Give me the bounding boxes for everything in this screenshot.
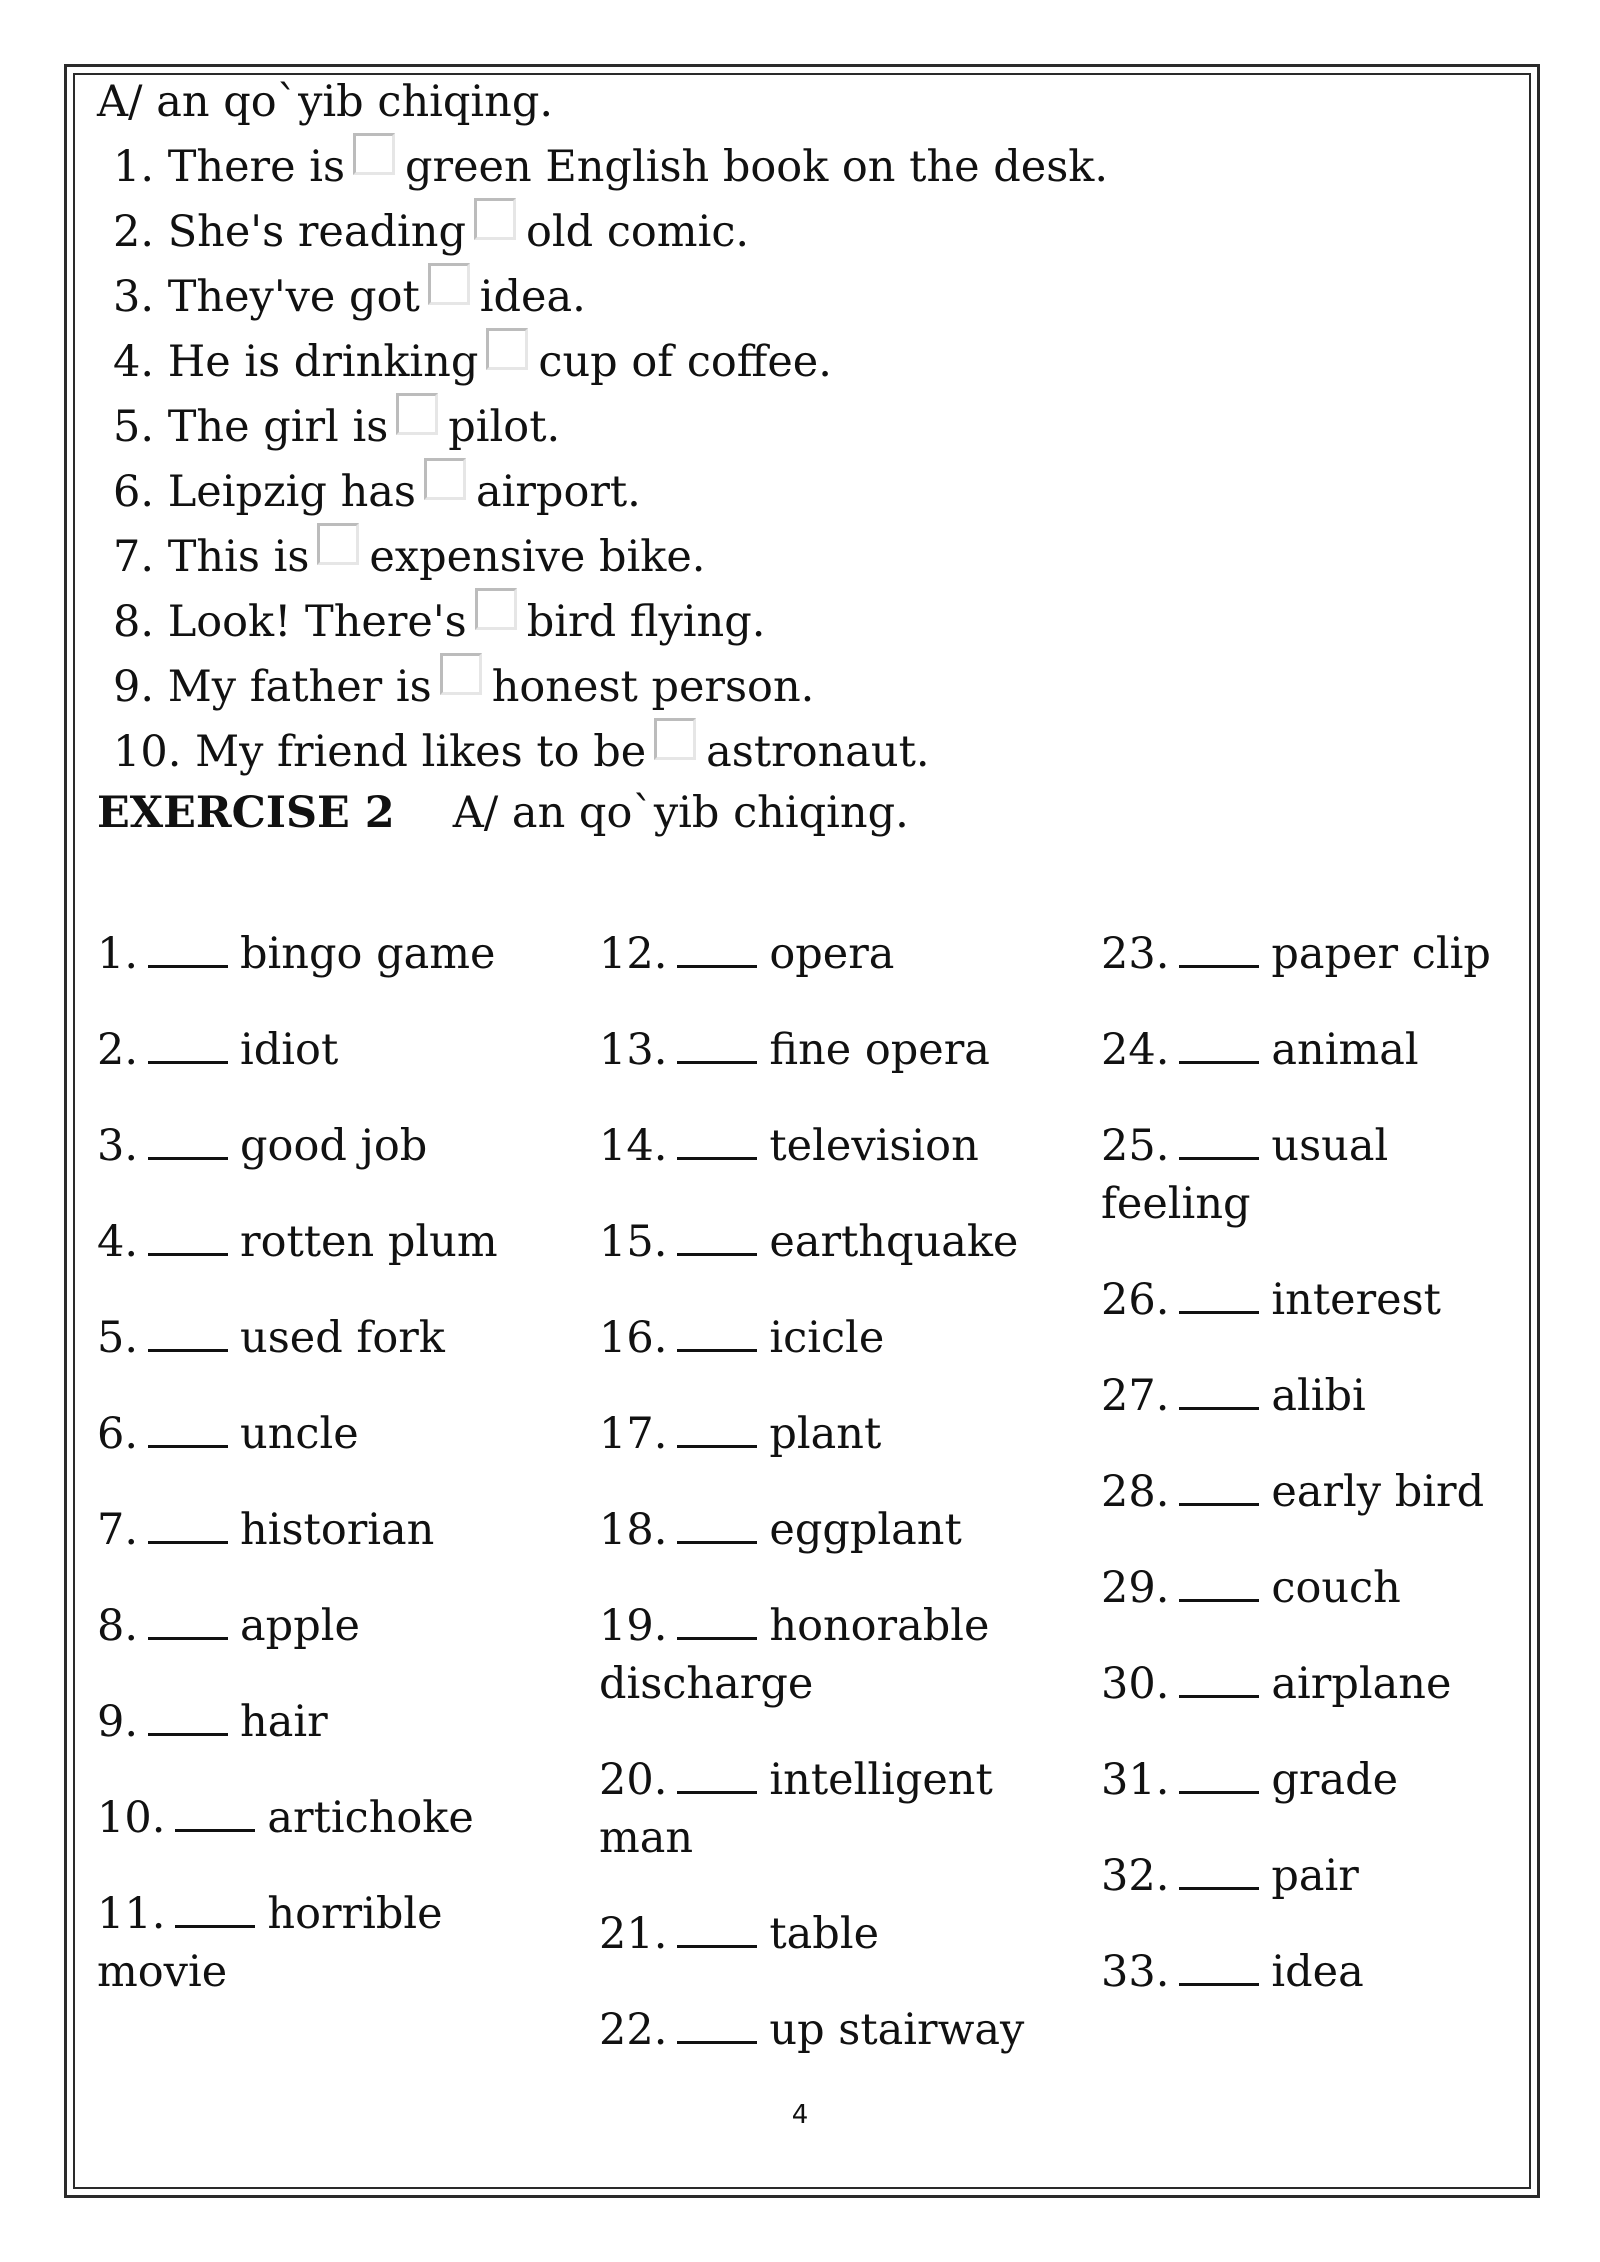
answer-box[interactable] <box>440 653 482 695</box>
item-number: 23. <box>1101 929 1170 979</box>
item-number: 25. <box>1101 1121 1170 1171</box>
answer-blank[interactable] <box>677 2041 757 2044</box>
answer-blank[interactable] <box>148 1157 228 1160</box>
item-number: 30. <box>1101 1659 1170 1709</box>
answer-blank[interactable] <box>677 1637 757 1640</box>
exercise-1-item <box>113 393 1477 458</box>
item-number: 24. <box>1101 1025 1170 1075</box>
item-text-continued: discharge <box>599 1659 814 1709</box>
exercise-1-item <box>113 523 1477 588</box>
item-text: interest <box>1271 1275 1441 1325</box>
item-number: 22. <box>599 2005 668 2055</box>
answer-blank[interactable] <box>148 1445 228 1448</box>
exercise-2-column-3 <box>1101 925 1501 2039</box>
item-text-after: bird flying. <box>526 597 766 647</box>
item-text: intelligent <box>769 1755 993 1805</box>
answer-box[interactable] <box>317 523 359 565</box>
item-text: opera <box>769 929 895 979</box>
item-text: good job <box>240 1121 428 1171</box>
exercise-2-item <box>1101 1655 1501 1713</box>
item-number: 3. <box>113 272 155 322</box>
exercise-2-item <box>97 1021 577 1079</box>
answer-blank[interactable] <box>1179 1983 1259 1986</box>
answer-blank[interactable] <box>1179 1311 1259 1314</box>
item-text-after: idea. <box>479 272 586 322</box>
item-number: 7. <box>113 532 155 582</box>
item-text-before: Leipzig has <box>167 467 416 517</box>
exercise-2-item <box>97 1501 577 1559</box>
answer-blank[interactable] <box>148 965 228 968</box>
exercise-1-item <box>113 588 1477 653</box>
answer-blank[interactable] <box>677 1061 757 1064</box>
item-text-before: Look! There's <box>167 597 467 647</box>
item-number: 9. <box>97 1697 139 1747</box>
item-number: 15. <box>599 1217 668 1267</box>
exercise-2-item <box>599 1501 1079 1559</box>
item-number: 8. <box>113 597 155 647</box>
answer-blank[interactable] <box>1179 1157 1259 1160</box>
exercise-2-item <box>599 1213 1079 1271</box>
answer-blank[interactable] <box>677 965 757 968</box>
item-text: eggplant <box>769 1505 962 1555</box>
exercise-2-item <box>599 925 1079 983</box>
item-number: 19. <box>599 1601 668 1651</box>
item-text: television <box>769 1121 979 1171</box>
exercise-2-item <box>97 1213 577 1271</box>
exercise-2-item <box>599 1405 1079 1463</box>
item-text: grade <box>1271 1755 1399 1805</box>
answer-blank[interactable] <box>148 1541 228 1544</box>
item-text-after: cup of coffee. <box>538 337 832 387</box>
answer-box[interactable] <box>486 328 528 370</box>
exercise-2-heading <box>97 783 1477 844</box>
exercise-1-item <box>113 718 1477 783</box>
exercise-2-item <box>1101 1117 1501 1233</box>
item-number: 6. <box>113 467 155 517</box>
item-number: 11. <box>97 1889 166 1939</box>
item-text-after: green English book on the desk. <box>405 142 1109 192</box>
item-text: artichoke <box>267 1793 474 1843</box>
item-text-before: She's reading <box>167 207 466 257</box>
item-text: idiot <box>240 1025 339 1075</box>
item-text: early bird <box>1271 1467 1485 1517</box>
item-text: plant <box>769 1409 882 1459</box>
answer-blank[interactable] <box>148 1733 228 1736</box>
exercise-1 <box>97 72 1477 844</box>
exercise-2-item <box>599 1117 1079 1175</box>
answer-box[interactable] <box>424 458 466 500</box>
item-number: 31. <box>1101 1755 1170 1805</box>
answer-box[interactable] <box>475 588 517 630</box>
exercise-1-item <box>113 198 1477 263</box>
item-number: 33. <box>1101 1947 1170 1997</box>
item-text: animal <box>1271 1025 1419 1075</box>
answer-blank[interactable] <box>1179 1695 1259 1698</box>
item-number: 28. <box>1101 1467 1170 1517</box>
item-number: 6. <box>97 1409 139 1459</box>
item-number: 21. <box>599 1909 668 1959</box>
item-number: 10. <box>97 1793 166 1843</box>
exercise-2-item <box>1101 1943 1501 2001</box>
item-text-before: They've got <box>167 272 420 322</box>
answer-blank[interactable] <box>148 1349 228 1352</box>
answer-blank[interactable] <box>677 1349 757 1352</box>
item-number: 7. <box>97 1505 139 1555</box>
item-text: historian <box>240 1505 435 1555</box>
answer-blank[interactable] <box>175 1829 255 1832</box>
item-text-continued: feeling <box>1101 1179 1251 1229</box>
answer-blank[interactable] <box>677 1253 757 1256</box>
exercise-1-item <box>113 458 1477 523</box>
exercise-2-item <box>599 1751 1079 1867</box>
item-text-continued: movie <box>97 1947 228 1997</box>
item-text: idea <box>1271 1947 1364 1997</box>
exercise-1-instruction: A/ an qo`yib chiqing. <box>97 77 554 127</box>
item-text: horrible <box>267 1889 443 1939</box>
item-text-continued: man <box>599 1813 694 1863</box>
item-number: 12. <box>599 929 668 979</box>
item-text: alibi <box>1271 1371 1366 1421</box>
exercise-2-item <box>1101 1463 1501 1521</box>
exercise-2-item <box>97 1117 577 1175</box>
exercise-2-item <box>97 925 577 983</box>
item-text: table <box>769 1909 880 1959</box>
item-text: used fork <box>240 1313 445 1363</box>
answer-box[interactable] <box>396 393 438 435</box>
exercise-1-item <box>113 653 1477 718</box>
item-number: 4. <box>113 337 155 387</box>
item-text-before: My father is <box>167 662 432 712</box>
answer-blank[interactable] <box>677 1445 757 1448</box>
item-text-before: This is <box>167 532 310 582</box>
exercise-2-item <box>1101 925 1501 983</box>
answer-blank[interactable] <box>1179 1503 1259 1506</box>
item-text-before: The girl is <box>167 402 389 452</box>
item-number: 14. <box>599 1121 668 1171</box>
item-number: 16. <box>599 1313 668 1363</box>
exercise-2-item <box>599 2001 1079 2059</box>
exercise-2-item <box>1101 1021 1501 1079</box>
item-text-before: There is <box>167 142 346 192</box>
answer-blank[interactable] <box>1179 1791 1259 1794</box>
exercise-2-item <box>599 1309 1079 1367</box>
exercise-2-item <box>1101 1367 1501 1425</box>
exercise-2-item <box>1101 1847 1501 1905</box>
answer-blank[interactable] <box>677 1157 757 1160</box>
item-number: 27. <box>1101 1371 1170 1421</box>
answer-blank[interactable] <box>148 1637 228 1640</box>
answer-blank[interactable] <box>677 1541 757 1544</box>
item-text: usual <box>1271 1121 1389 1171</box>
item-number: 26. <box>1101 1275 1170 1325</box>
answer-blank[interactable] <box>148 1061 228 1064</box>
item-text-after: expensive bike. <box>369 532 706 582</box>
exercise-2-instruction: A/ an qo`yib chiqing. <box>452 788 909 838</box>
item-text: rotten plum <box>240 1217 498 1267</box>
item-number: 3. <box>97 1121 139 1171</box>
item-text: fine opera <box>769 1025 990 1075</box>
item-text: paper clip <box>1271 929 1491 979</box>
exercise-2-column-2 <box>599 925 1079 2097</box>
item-text-after: honest person. <box>491 662 815 712</box>
exercise-2-title: EXERCISE 2 <box>97 788 395 838</box>
item-number: 1. <box>97 929 139 979</box>
item-text: icicle <box>769 1313 885 1363</box>
answer-blank[interactable] <box>148 1253 228 1256</box>
answer-blank[interactable] <box>677 1945 757 1948</box>
answer-blank[interactable] <box>175 1925 255 1928</box>
exercise-2-item <box>1101 1271 1501 1329</box>
item-text: uncle <box>240 1409 359 1459</box>
answer-blank[interactable] <box>1179 1407 1259 1410</box>
exercise-2-item <box>97 1885 577 2001</box>
item-text-after: old comic. <box>526 207 750 257</box>
item-text: hair <box>240 1697 328 1747</box>
item-text-after: pilot. <box>448 402 561 452</box>
item-text: couch <box>1271 1563 1401 1613</box>
item-text-after: astronaut. <box>706 727 930 777</box>
item-number: 10. <box>113 727 182 777</box>
exercise-2-item <box>599 1905 1079 1963</box>
item-text: airplane <box>1271 1659 1452 1709</box>
item-number: 2. <box>97 1025 139 1075</box>
item-text-before: My friend likes to be <box>195 727 647 777</box>
item-number: 13. <box>599 1025 668 1075</box>
exercise-1-item <box>113 133 1477 198</box>
item-number: 9. <box>113 662 155 712</box>
answer-blank[interactable] <box>1179 965 1259 968</box>
item-number: 20. <box>599 1755 668 1805</box>
item-number: 17. <box>599 1409 668 1459</box>
item-text: bingo game <box>240 929 496 979</box>
item-number: 29. <box>1101 1563 1170 1613</box>
answer-box[interactable] <box>654 718 696 760</box>
item-number: 5. <box>113 402 155 452</box>
exercise-2-item <box>97 1597 577 1655</box>
item-text: earthquake <box>769 1217 1019 1267</box>
item-text: up stairway <box>769 2005 1025 2055</box>
page-number: 4 <box>791 2100 809 2130</box>
exercise-2-item <box>1101 1751 1501 1809</box>
item-number: 8. <box>97 1601 139 1651</box>
item-number: 5. <box>97 1313 139 1363</box>
item-number: 18. <box>599 1505 668 1555</box>
exercise-2-item <box>1101 1559 1501 1617</box>
exercise-2-item <box>97 1405 577 1463</box>
answer-blank[interactable] <box>1179 1061 1259 1064</box>
exercise-2-item <box>599 1597 1079 1713</box>
exercise-2-item <box>97 1789 577 1847</box>
exercise-2-item <box>97 1693 577 1751</box>
answer-box[interactable] <box>428 263 470 305</box>
item-text: honorable <box>769 1601 990 1651</box>
exercise-1-item <box>113 328 1477 393</box>
item-number: 32. <box>1101 1851 1170 1901</box>
item-text-after: airport. <box>475 467 641 517</box>
item-number: 2. <box>113 207 155 257</box>
answer-box[interactable] <box>474 198 516 240</box>
item-number: 1. <box>113 142 155 192</box>
answer-blank[interactable] <box>1179 1887 1259 1890</box>
answer-blank[interactable] <box>1179 1599 1259 1602</box>
item-number: 4. <box>97 1217 139 1267</box>
answer-box[interactable] <box>353 133 395 175</box>
exercise-1-item <box>113 263 1477 328</box>
exercise-2-item <box>599 1021 1079 1079</box>
answer-blank[interactable] <box>677 1791 757 1794</box>
item-text-before: He is drinking <box>167 337 479 387</box>
item-text: pair <box>1271 1851 1359 1901</box>
item-text: apple <box>240 1601 360 1651</box>
exercise-2-item <box>97 1309 577 1367</box>
exercise-2-column-1 <box>97 925 577 2039</box>
exercise-1-items <box>97 133 1477 783</box>
